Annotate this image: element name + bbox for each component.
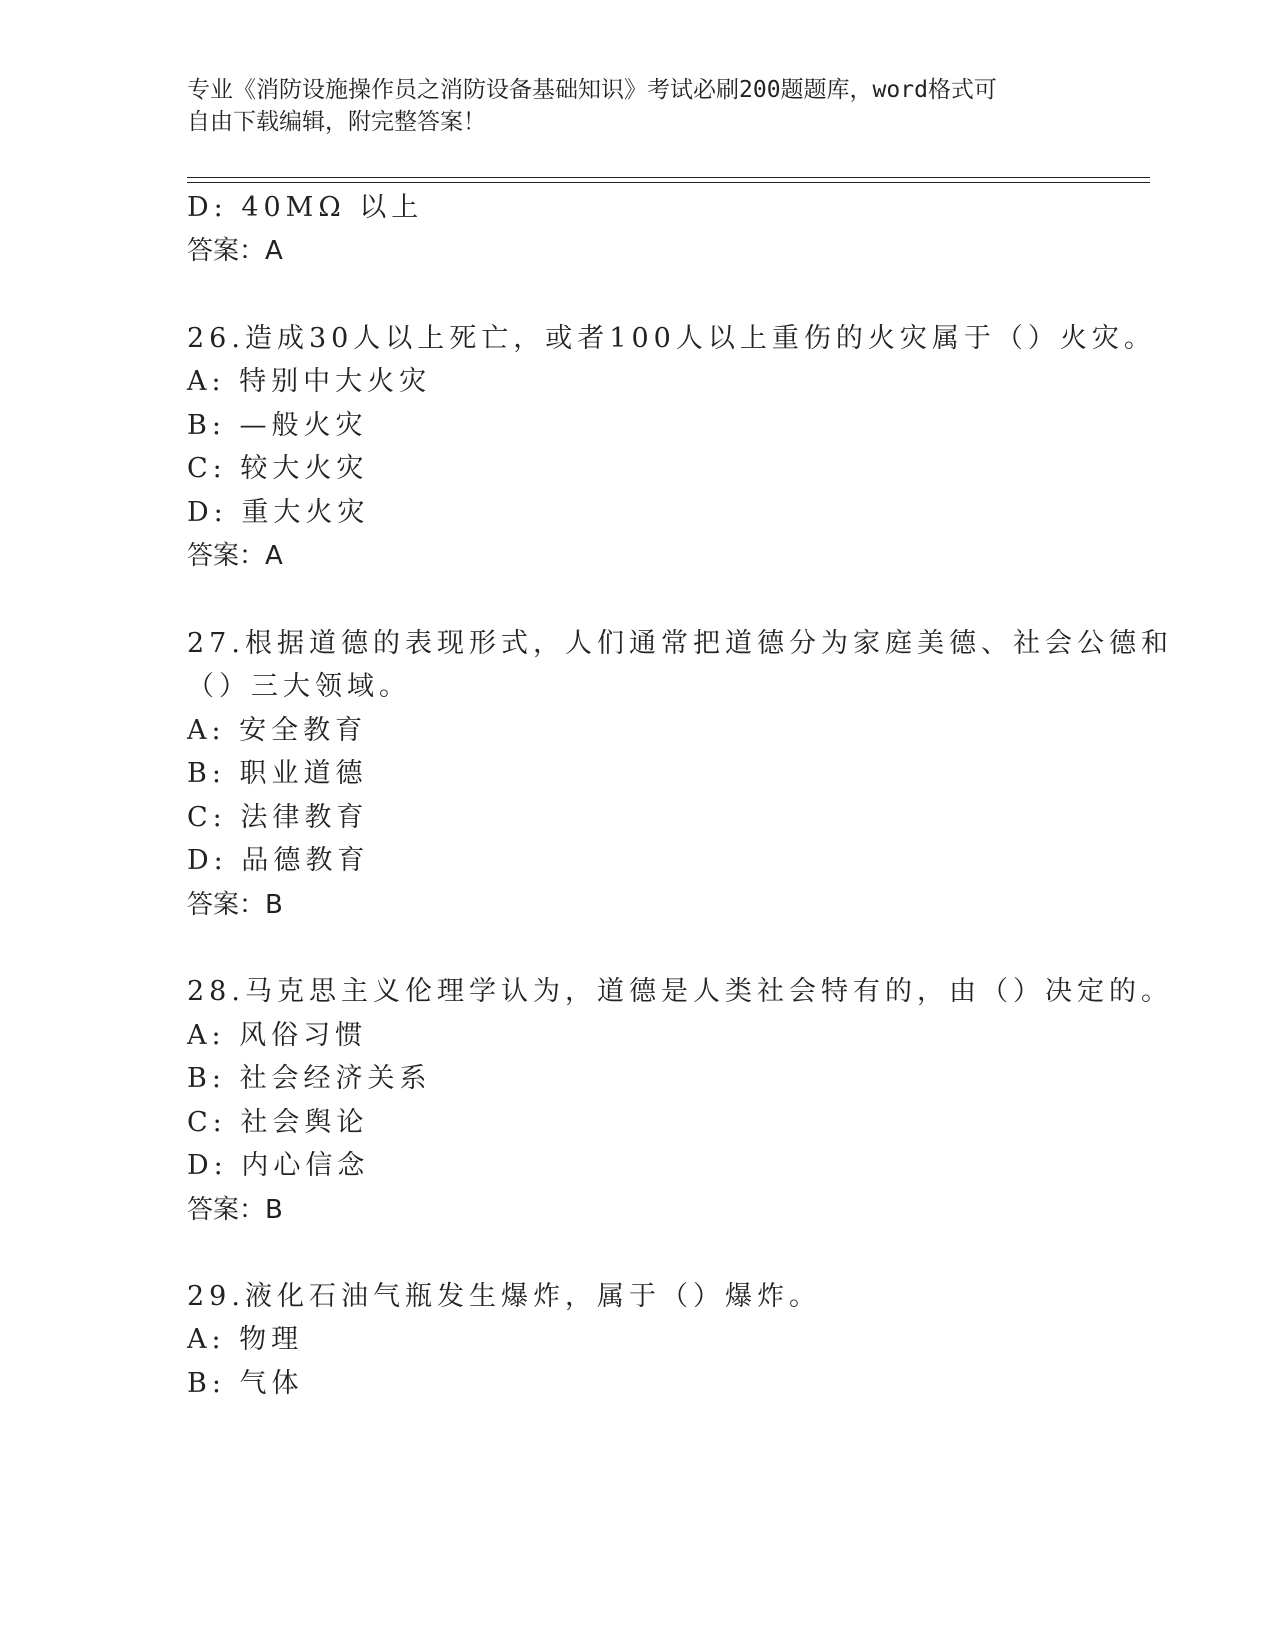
header-title-line-2: 自由下载编辑，附完整答案！ (187, 109, 486, 135)
header-divider-bottom (187, 182, 1150, 183)
option-d-q25: D: 40MΩ 以上 (187, 192, 424, 223)
option-a-q26: A: 特别中大火灾 (187, 366, 432, 397)
option-b-q28: B: 社会经济关系 (187, 1063, 432, 1094)
answer-q25: 答案：A (187, 236, 283, 266)
option-a-q27: A: 安全教育 (187, 715, 368, 746)
question-29: 29.液化石油气瓶发生爆炸，属于（）爆炸。 (187, 1281, 821, 1312)
option-b-q29: B: 气体 (187, 1368, 304, 1399)
answer-q26: 答案：A (187, 541, 283, 571)
question-27-line-1: 27.根据道德的表现形式，人们通常把道德分为家庭美德、社会公德和 (187, 628, 1173, 659)
answer-q27: 答案：B (187, 890, 283, 920)
document-header (187, 74, 1087, 138)
option-d-q27: D: 品德教育 (187, 845, 370, 876)
header-divider-top (187, 177, 1150, 178)
option-c-q26: C: 较大火灾 (187, 453, 369, 484)
question-26: 26.造成30人以上死亡，或者100人以上重伤的火灾属于（）火灾。 (187, 323, 1156, 354)
option-b-q27: B: 职业道德 (187, 758, 368, 789)
question-28: 28.马克思主义伦理学认为，道德是人类社会特有的，由（）决定的。 (187, 976, 1173, 1007)
option-c-q27: C: 法律教育 (187, 802, 369, 833)
option-d-q28: D: 内心信念 (187, 1150, 370, 1181)
option-c-q28: C: 社会舆论 (187, 1107, 369, 1138)
header-title-line-1: 专业《消防设施操作员之消防设备基础知识》考试必刷200题题库，word格式可 (187, 77, 997, 103)
option-a-q29: A: 物理 (187, 1324, 304, 1355)
answer-q28: 答案：B (187, 1195, 283, 1225)
option-a-q28: A: 风俗习惯 (187, 1020, 368, 1051)
option-d-q26: D: 重大火灾 (187, 497, 370, 528)
option-b-q26: B: —般火灾 (187, 410, 368, 441)
question-27-line-2: （）三大领域。 (187, 671, 411, 702)
